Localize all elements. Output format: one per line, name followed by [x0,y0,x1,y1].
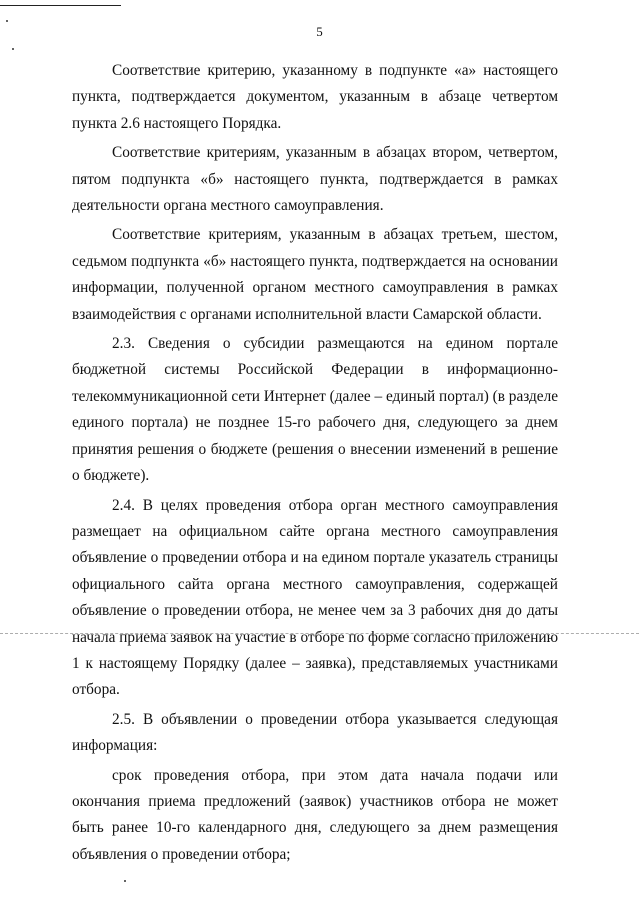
page-number: 5 [316,24,323,39]
paragraph-2-4-selection-notice: 2.4. В целях проведения отбора орган местного самоуправления размещает на официальном сайте органа местного самоуправления объявление о проведении отбора и на едином портале указатель страницы официального сайта органа местного самоуправления, содержащей объявление о проведении отбора, не менее чем за 3 рабочих дня до даты начала приема заявок на участие в отборе по форме согласно приложению 1 к настоящему Порядку (далее – заявка), представляемых участниками отбора. [72,496,558,699]
paragraph-criteria-b-interaction: Соответствие критериям, указанным в абзацах третьем, шестом, седьмом подпункта «б» настоящего пункта, подтверждается на основании информации, полученной органом местного самоуправления в рамках взаимодействия с органами исполнительной власти Самарской области. [72,226,558,323]
paragraph-criterion-a: Соответствие критерию, указанному в подпункте «а» настоящего пункта, подтверждается документом, указанным в абзаце четвертом пункта 2.6 настоящего Порядка. [72,62,558,132]
document-body [72,58,558,869]
scan-artifact-dot [124,880,126,882]
paragraph-2-5-announcement: 2.5. В объявлении о проведении отбора указывается следующая информация: [72,710,558,755]
scan-artifact-line [0,5,121,6]
paragraph-2-3-subsidy-info: 2.3. Сведения о субсидии размещаются на едином портале бюджетной системы Российской Федерации в информационно-телекоммуникационной сети Интернет (далее – единый портал) (в разделе единого портала) не позднее 15-го рабочего дня, следующего за днем принятия решения о бюджете (решения о внесении изменений в решение о бюджете). [72,335,558,485]
scan-artifact-dot [12,48,14,50]
paragraph-criteria-b-local: Соответствие критериям, указанным в абзацах втором, четвертом, пятом подпункта «б» настоящего пункта, подтверждается в рамках деятельности органа местного самоуправления. [72,144,558,215]
scan-artifact-dot [6,20,8,22]
paragraph-selection-period: срок проведения отбора, при этом дата начала подачи или окончания приема предложений (заявок) участников отбора не может быть ранее 10-го календарного дня, следующего за днем размещения объявления о проведении отбора; [72,766,558,863]
